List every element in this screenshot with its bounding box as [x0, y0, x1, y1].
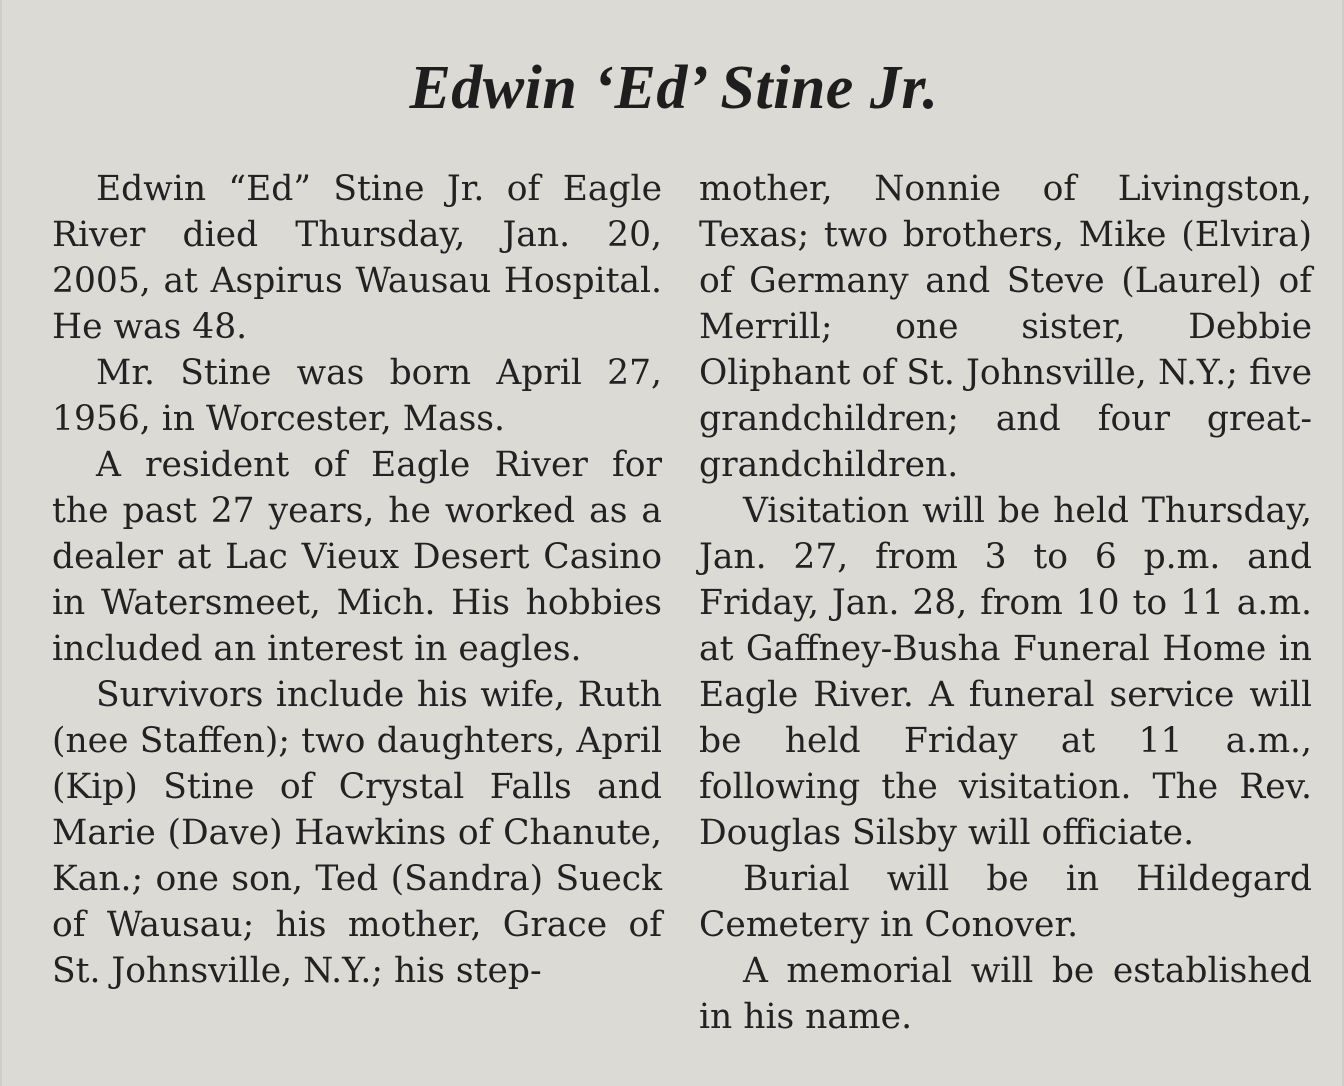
left-column — [52, 166, 662, 994]
paragraph-burial: Burial will be in Hildegard Cemetery in Conover. — [699, 859, 1312, 945]
paragraph-residence: A resident of Eagle River for the past 27 years, he worked as a dealer at Lac Vieux Desert Casino in Watersmeet, Mich. His hobbies included an interest in eagles. — [52, 445, 662, 669]
paragraph-survivors-continued: mother, Nonnie of Livingston, Texas; two brothers, Mike (Elvira) of Germany and Steve (Laurel) of Merrill; one sister, Debbie Oliphant of St. Johnsville, N.Y.; five grandchildren; and four great-grandchildren. — [699, 169, 1312, 485]
paragraph-birth: Mr. Stine was born April 27, 1956, in Worcester, Mass. — [52, 353, 662, 439]
paragraph-survivors: Survivors include his wife, Ruth (nee Staffen); two daughters, April (Kip) Stine of Crystal Falls and Marie (Dave) Hawkins of Chanute, Kan.; one son, Ted (Sandra) Sueck of Wausau; his mother, Grace of St. Johnsville, N.Y.; his step- — [52, 675, 662, 991]
paragraph-memorial: A memorial will be established in his name. — [699, 951, 1312, 1037]
right-column — [699, 166, 1312, 1040]
paragraph-death-notice: Edwin “Ed” Stine Jr. of Eagle River died Thursday, Jan. 20, 2005, at Aspirus Wausau Hospital. He was 48. — [52, 169, 662, 347]
paragraph-visitation: Visitation will be held Thursday, Jan. 27, from 3 to 6 p.m. and Friday, Jan. 28, from 10 to 11 a.m. at Gaffney-Busha Funeral Home in Eagle River. A funeral service will be held Friday at 11 a.m., following the visitation. The Rev. Douglas Silsby will officiate. — [699, 491, 1312, 853]
column-divider — [681, 178, 682, 1058]
obituary-headline: Edwin ‘Ed’ Stine Jr. — [409, 54, 939, 122]
